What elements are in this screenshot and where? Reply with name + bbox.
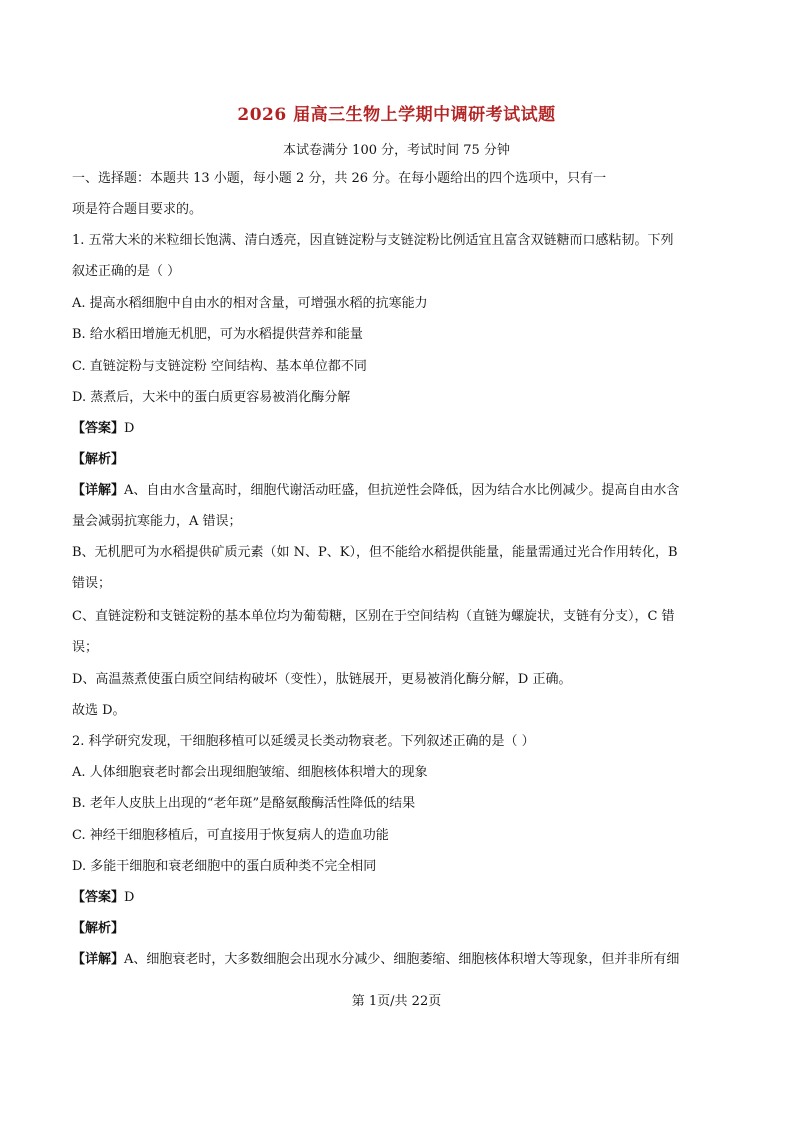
q1-option-a: A. 提高水稻细胞中自由水的相对含量，可增强水稻的抗寒能力: [72, 296, 428, 311]
detail-text: A、自由水含量高时，细胞代谢活动旺盛，但抗逆性会降低，因为结合水比例减少。提高自由水含: [124, 483, 680, 498]
section-intro-line2: 项是符合题目要求的。: [72, 202, 203, 217]
detail-tag: 【详解】: [72, 483, 125, 498]
q1-analysis-tag: 【解析】: [72, 452, 125, 467]
detail-text: A、细胞衰老时，大多数细胞会出现水分减少、细胞萎缩、细胞核体积增大等现象，但并非所有细: [124, 952, 680, 967]
q2-answer: [72, 889, 134, 907]
q1-option-c: C. 直链淀粉与支链淀粉 空间结构、基本单位都不同: [72, 359, 367, 374]
q1-detail-line1: [72, 482, 679, 500]
q2-option-d: D. 多能干细胞和衰老细胞中的蛋白质种类不完全相同: [72, 859, 377, 874]
q1-detail-line7: D、高温蒸煮使蛋白质空间结构破坏（变性），肽链展开，更易被消化酶分解，D 正确。: [72, 672, 572, 687]
page-number: 第 1页/共 22页: [351, 994, 442, 1009]
exam-info: 本试卷满分 100 分，考试时间 75 分钟: [283, 143, 510, 158]
answer-tag: 【答案】: [72, 890, 125, 905]
q2-option-a: A. 人体细胞衰老时都会出现细胞皱缩、细胞核体积增大的现象: [72, 765, 428, 780]
section-intro-line1: 一、选择题：本题共 13 小题，每小题 2 分，共 26 分。在每小题给出的四个选项中，只有一: [72, 171, 607, 186]
q1-stem-line2: 叙述正确的是（ ）: [72, 264, 181, 279]
q2-option-c: C. 神经干细胞移植后，可直接用于恢复病人的造血功能: [72, 828, 389, 843]
q2-analysis-tag: 【解析】: [72, 921, 125, 936]
q1-detail-line3: B、无机肥可为水稻提供矿质元素（如 N、P、K），但不能给水稻提供能量，能量需通过光合作用转化，B: [72, 545, 678, 560]
q2-detail-line1: [72, 951, 679, 969]
q1-option-b: B. 给水稻田增施无机肥，可为水稻提供营养和能量: [72, 327, 363, 342]
q1-answer: [72, 420, 134, 438]
answer-value: D: [124, 421, 135, 436]
detail-tag: 【详解】: [72, 952, 125, 967]
page-title: 2026 届高三生物上学期中调研考试试题: [237, 105, 556, 125]
q1-detail-line4: 错误；: [72, 576, 112, 591]
q2-stem-line1: 2. 科学研究发现，干细胞移植可以延缓灵长类动物衰老。下列叙述正确的是（ ）: [72, 734, 535, 749]
q1-detail-line2: 量会减弱抗寒能力，A 错误；: [72, 514, 242, 529]
q2-option-b: B. 老年人皮肤上出现的“老年斑”是酪氨酸酶活性降低的结果: [72, 796, 416, 811]
q1-detail-line5: C、直链淀粉和支链淀粉的基本单位均为葡萄糖，区别在于空间结构（直链为螺旋状，支链有分支），C 错: [72, 609, 675, 624]
q1-detail-line6: 误；: [72, 640, 99, 655]
q1-stem-line1: 1. 五常大米的米粒细长饱满、清白透亮，因直链淀粉与支链淀粉比例适宜且富含双链糖而口感粘韧。下列: [72, 233, 674, 248]
q1-conclusion: 故选 D。: [72, 703, 126, 718]
answer-tag: 【答案】: [72, 421, 125, 436]
q1-option-d: D. 蒸煮后，大米中的蛋白质更容易被消化酶分解: [72, 390, 351, 405]
answer-value: D: [124, 890, 135, 905]
